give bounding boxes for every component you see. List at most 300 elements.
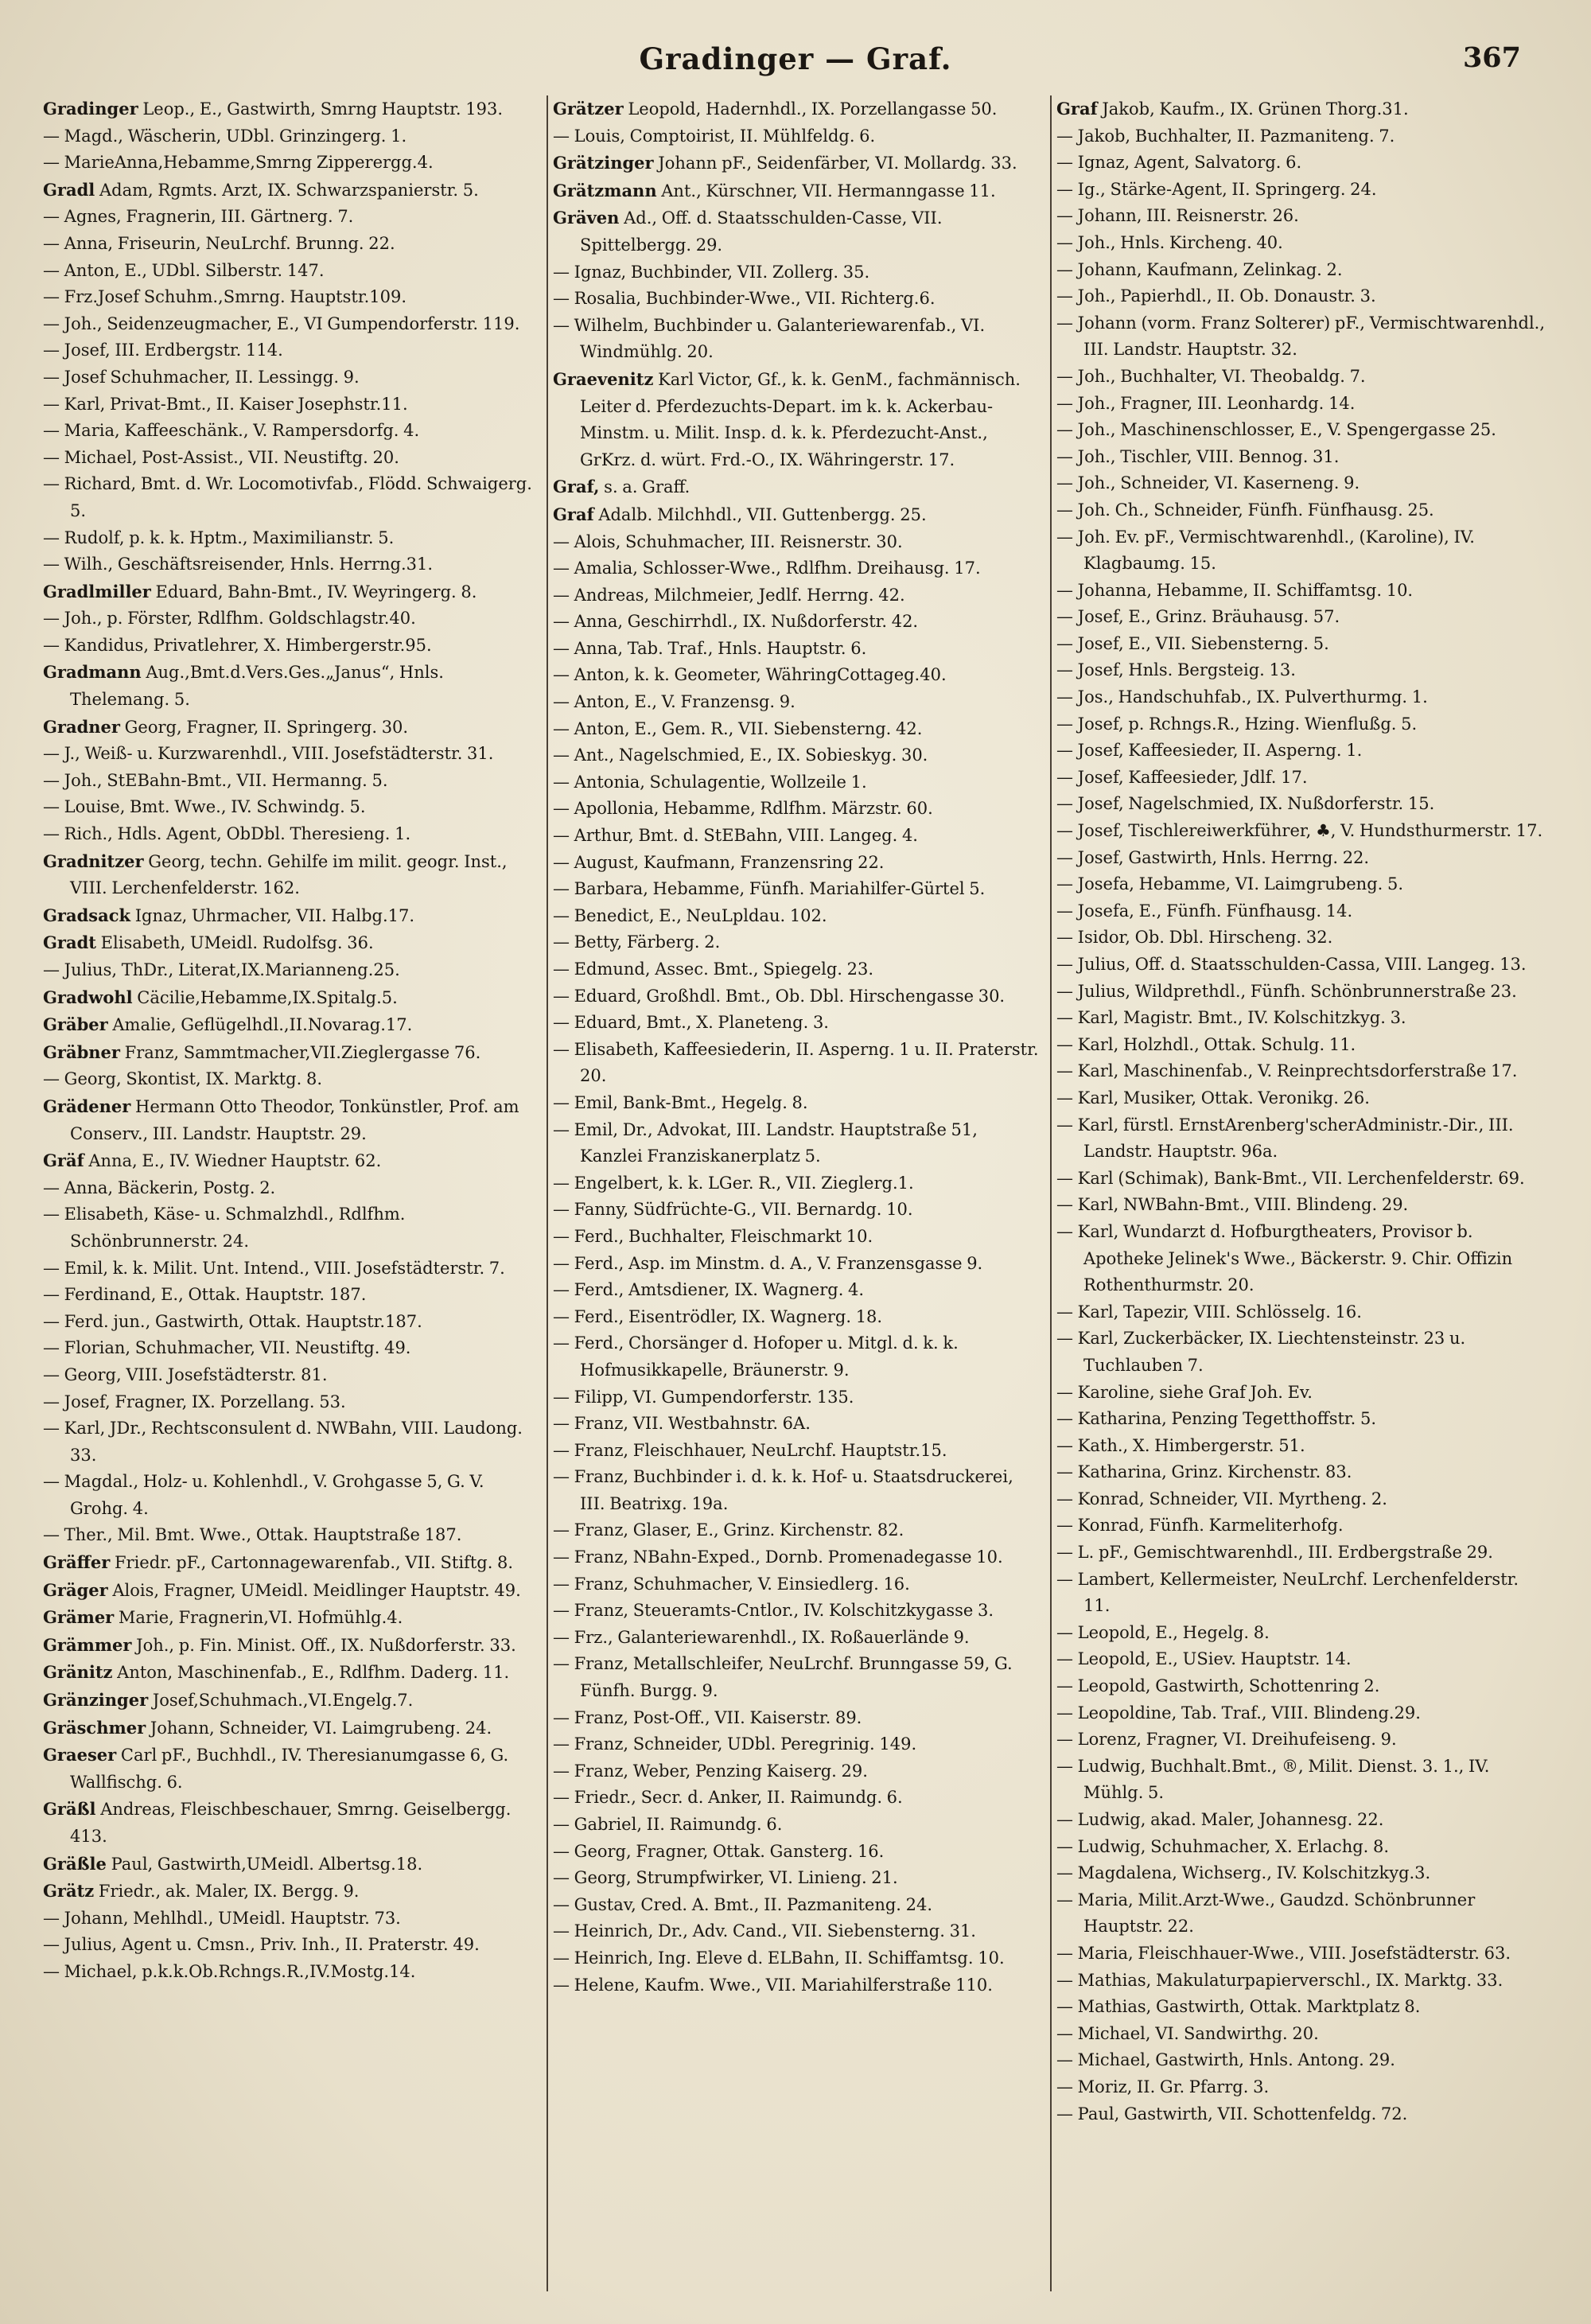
directory-entry: [553, 1758, 1042, 1785]
directory-entry: [553, 1117, 1042, 1170]
entry-text: — Emil, Bank-Bmt., Hegelg. 8.: [553, 1092, 808, 1112]
directory-entry: [43, 150, 539, 177]
entry-text: — Gustav, Cred. A. Bmt., II. Pazmaniteng. 24.: [553, 1894, 933, 1914]
directory-entry: [1056, 1887, 1546, 1941]
directory-entry: [43, 1469, 539, 1522]
entry-surname: Gräßle: [43, 1853, 107, 1874]
entry-text: — Franz, Glaser, E., Grinz. Kirchenstr. 82.: [553, 1520, 904, 1540]
directory-entry: [43, 551, 539, 578]
directory-entry: [43, 1604, 539, 1632]
entry-text: — Elisabeth, Käse- u. Schmalzhdl., Rdlfhm. Schönbrunnerstr. 24.: [43, 1205, 406, 1251]
directory-entry: [1056, 2074, 1546, 2101]
entry-text: — Franz, Schuhmacher, V. Einsiedlerg. 16.: [553, 1574, 910, 1594]
entry-text: — Antonia, Schulagentie, Wollzeile 1.: [553, 772, 867, 792]
directory-entry: [1056, 283, 1546, 310]
directory-entry: [1056, 417, 1546, 444]
directory-entry: [43, 1255, 539, 1283]
entry-text: — Josef, Kaffeesieder, II. Asperng. 1.: [1056, 741, 1363, 761]
directory-entry: [553, 1625, 1042, 1652]
entry-text: — Anton, E., UDbl. Silberstr. 147.: [43, 260, 325, 280]
entry-text: — Richard, Bmt. d. Wr. Locomotivfab., Flödd. Schwaigerg. 5.: [43, 474, 532, 520]
directory-entry: [553, 876, 1042, 903]
entry-surname: Grätzinger: [553, 153, 654, 173]
entry-text: — Ig., Stärke-Agent, II. Springerg. 24.: [1056, 179, 1377, 199]
entry-text: — Anton, k. k. Geometer, WähringCottageg.40.: [553, 665, 947, 685]
directory-entry: [43, 258, 539, 285]
entry-text: — Julius, ThDr., Literat,IX.Marianneng.25.: [43, 960, 400, 979]
directory-entry: [1056, 1166, 1546, 1193]
directory-entry: [1056, 1834, 1546, 1861]
directory-entry: [1056, 1459, 1546, 1486]
directory-entry: [43, 95, 539, 123]
directory-entry: [1056, 391, 1546, 418]
directory-entry: [553, 1865, 1042, 1892]
directory-entry: [43, 204, 539, 231]
column-1: [43, 95, 547, 2291]
directory-entry: [553, 529, 1042, 556]
directory-entry: [553, 1304, 1042, 1331]
directory-entry: [553, 582, 1042, 609]
entry-surname: Gradinger: [43, 99, 138, 119]
directory-entry: [553, 850, 1042, 877]
entry-text: — Michael, p.k.k.Ob.Rchngs.R.,IV.Mostg.14.: [43, 1961, 416, 1981]
entry-text: — Georg, VIII. Josefstädterstr. 81.: [43, 1364, 328, 1384]
entry-text: — Maria, Milit.Arzt-Wwe., Gaudzd. Schönbrunner Hauptstr. 22.: [1056, 1890, 1476, 1937]
entry-text: Elisabeth, UMeidl. Rudolfsg. 36.: [96, 933, 374, 953]
entry-text: — Joh., Buchhalter, VI. Theobaldg. 7.: [1056, 366, 1366, 386]
directory-entry: [1056, 2047, 1546, 2074]
entry-text: — Louise, Bmt. Wwe., IV. Schwindg. 5.: [43, 797, 366, 817]
directory-entry: [1056, 1005, 1546, 1032]
directory-entry: [43, 525, 539, 552]
entry-text: Adam, Rgmts. Arzt, IX. Schwarzspanierstr. 5.: [95, 180, 479, 200]
entry-text: — Wilh., Geschäftsreisender, Hnls. Herrng.31.: [43, 555, 434, 574]
entry-text: Anna, E., IV. Wiedner Hauptstr. 62.: [84, 1151, 382, 1171]
entry-text: — Anna, Friseurin, NeuLrchf. Brunng. 22.: [43, 233, 395, 253]
directory-entry: [43, 311, 539, 338]
directory-entry: [43, 445, 539, 472]
directory-entry: [1056, 952, 1546, 979]
directory-entry: [553, 286, 1042, 313]
directory-entry: [553, 1090, 1042, 1117]
directory-entry: [553, 1037, 1042, 1090]
entry-text: — Franz, VII. Westbahnstr. 6A.: [553, 1414, 811, 1434]
entry-surname: Grämmer: [43, 1634, 132, 1655]
entry-text: — Ferd., Buchhalter, Fleischmarkt 10.: [553, 1226, 873, 1246]
entry-text: — Amalia, Schlosser-Wwe., Rdlfhm. Dreihausg. 17.: [553, 559, 981, 578]
directory-entry: [43, 848, 539, 902]
entry-text: Karl Victor, Gf., k. k. GenM., fachmännisch. Leiter d. Pferdezuchts-Depart. im k. k. Ackerbau-Minstm. u. Milit. Insp. d. k. k. Pferdezucht-Anst., GrKrz. d. würt. Frd.-O., IX. Währingerstr. 17.: [580, 369, 1021, 469]
directory-entry: [43, 1632, 539, 1660]
entry-text: — Leopold, Gastwirth, Schottenring 2.: [1056, 1676, 1380, 1696]
entry-text: Franz, Sammtmacher,VII.Zieglergasse 76.: [119, 1042, 481, 1062]
entry-surname: Gräber: [43, 1014, 108, 1035]
directory-entry: [1056, 203, 1546, 230]
entry-surname: Graeser: [43, 1745, 117, 1765]
directory-entry: [1056, 524, 1546, 578]
directory-entry: [1056, 1512, 1546, 1540]
directory-entry: [1056, 1968, 1546, 1995]
entry-text: — Georg, Fragner, Ottak. Gansterg. 16.: [553, 1841, 885, 1861]
directory-entry: [43, 1906, 539, 1933]
directory-entry: [43, 364, 539, 391]
directory-entry: [553, 1010, 1042, 1037]
entry-text: — Karl, Holzhdl., Ottak. Schulg. 11.: [1056, 1034, 1356, 1054]
column-3: [1050, 95, 1554, 2291]
entry-text: — Arthur, Bmt. d. StEBahn, VIII. Langeg. 4.: [553, 826, 918, 846]
directory-entry: [43, 1389, 539, 1416]
entry-surname: Gradlmiller: [43, 581, 151, 601]
directory-entry: [553, 1839, 1042, 1866]
entry-text: — Ferd. jun., Gastwirth, Ottak. Hauptstr.187.: [43, 1311, 422, 1331]
directory-entry: [43, 1309, 539, 1336]
directory-entry: [43, 1932, 539, 1959]
entry-text: — Josef, Tischlereiwerkführer, ♣, V. Hundsthurmerstr. 17.: [1056, 821, 1543, 841]
entry-text: — Rosalia, Buchbinder-Wwe., VII. Richterg.6.: [553, 289, 936, 309]
entry-text: — Rich., Hdls. Agent, ObDbl. Theresieng. 1.: [43, 824, 411, 844]
directory-entry: [1056, 925, 1546, 952]
directory-entry: [553, 1731, 1042, 1758]
entry-surname: Graevenitz: [553, 368, 654, 389]
entry-text: — Joh. Ch., Schneider, Fünfh. Fünfhausg. 25.: [1056, 500, 1434, 520]
entry-text: — Lambert, Kellermeister, NeuLrchf. Lerchenfelderstr. 11.: [1056, 1569, 1519, 1616]
entry-text: — Michael, Post-Assist., VII. Neustiftg. 20.: [43, 447, 399, 467]
directory-entry: [43, 1335, 539, 1362]
directory-entry: [1056, 95, 1546, 123]
entry-text: — Anton, E., V. Franzensg. 9.: [553, 692, 796, 712]
directory-entry: [553, 929, 1042, 956]
entry-text: — Josef, Kaffeesieder, Jdlf. 17.: [1056, 767, 1308, 787]
entry-text: — Konrad, Fünfh. Karmeliterhofg.: [1056, 1516, 1344, 1536]
entry-text: — Paul, Gastwirth, VII. Schottenfeldg. 72.: [1056, 2104, 1408, 2124]
entry-text: — Joh., Papierhdl., II. Ob. Donaustr. 3.: [1056, 286, 1376, 306]
entry-text: — J., Weiß- u. Kurzwarenhdl., VIII. Josefstädterstr. 31.: [43, 744, 494, 764]
entry-text: — Joh., StEBahn-Bmt., VII. Hermanng. 5.: [43, 770, 388, 790]
directory-entry: [43, 1687, 539, 1715]
directory-entry: [553, 662, 1042, 689]
directory-entry: [1056, 979, 1546, 1006]
directory-entry: [43, 659, 539, 713]
directory-entry: [553, 366, 1042, 473]
entry-text: — Franz, Weber, Penzing Kaiserg. 29.: [553, 1761, 868, 1781]
entry-text: — Ther., Mil. Bmt. Wwe., Ottak. Hauptstraße 187.: [43, 1525, 462, 1545]
entry-text: — Heinrich, Dr., Adv. Cand., VII. Siebensterng. 31.: [553, 1921, 976, 1941]
directory-entry: [43, 714, 539, 742]
entry-text: — Franz, Steueramts-Cntlor., IV. Kolschitzkygasse 3.: [553, 1601, 994, 1621]
directory-entry: [553, 1251, 1042, 1278]
directory-entry: [1056, 1299, 1546, 1326]
page-number: 367: [1462, 41, 1521, 74]
directory-entry: [553, 1224, 1042, 1251]
directory-entry: [43, 1742, 539, 1796]
entry-text: — Franz, Post-Off., VII. Kaiserstr. 89.: [553, 1707, 862, 1727]
directory-entry: [553, 956, 1042, 983]
directory-entry: [1056, 1433, 1546, 1460]
directory-entry: [1056, 310, 1546, 364]
entry-text: — Karl, NWBahn-Bmt., VIII. Blindeng. 29.: [1056, 1195, 1409, 1215]
entry-text: — Ant., Nagelschmied, E., IX. Sobieskyg. 30.: [553, 745, 928, 765]
entry-surname: Gradnitzer: [43, 851, 144, 871]
entry-text: — MarieAnna,Hebamme,Smrng Zipperergg.4.: [43, 153, 434, 173]
entry-surname: Gradmann: [43, 662, 142, 683]
entry-text: Marie, Fragnerin,VI. Hofmühlg.4.: [114, 1608, 403, 1628]
directory-entry: [43, 984, 539, 1012]
entry-surname: Grämer: [43, 1607, 115, 1628]
entry-text: — Joh., Seidenzeugmacher, E., VI Gumpendorferstr. 119.: [43, 313, 520, 333]
entry-text: Joh., p. Fin. Minist. Off., IX. Nußdorferstr. 33.: [131, 1635, 516, 1655]
entry-text: s. a. Graff.: [599, 477, 690, 497]
entry-text: Ant., Kürschner, VII. Hermanngasse 11.: [656, 181, 996, 200]
directory-entry: [43, 1362, 539, 1389]
directory-entry: [1056, 230, 1546, 257]
entry-text: — Joh., Hnls. Kircheng. 40.: [1056, 232, 1283, 252]
entry-text: — Leopold, E., Hegelg. 8.: [1056, 1622, 1270, 1642]
entry-text: — Heinrich, Ing. Eleve d. ELBahn, II. Schiffamtsg. 10.: [553, 1948, 1005, 1968]
directory-entry: [1056, 1032, 1546, 1059]
directory-entry: [1056, 1646, 1546, 1673]
entry-text: — Josef, p. Rchngs.R., Hzing. Wienflußg. 5.: [1056, 714, 1418, 734]
entry-text: — Karoline, siehe Graf Joh. Ev.: [1056, 1382, 1313, 1402]
entry-text: — Ludwig, Schuhmacher, X. Erlachg. 8.: [1056, 1836, 1390, 1856]
entry-text: Alois, Fragner, UMeidl. Meidlinger Hauptstr. 49.: [107, 1580, 521, 1600]
entry-text: — Jos., Handschuhfab., IX. Pulverthurmg. 1.: [1056, 687, 1428, 707]
entry-surname: Grätzmann: [553, 180, 657, 200]
directory-entry: [553, 95, 1042, 123]
entry-text: — Filipp, VI. Gumpendorferstr. 135.: [553, 1387, 854, 1407]
entry-text: Georg, Fragner, II. Springerg. 30.: [119, 717, 409, 737]
directory-entry: [43, 1175, 539, 1202]
entry-text: — Franz, Schneider, UDbl. Peregrinig. 149.: [553, 1734, 917, 1754]
entry-text: Carl pF., Buchhdl., IV. Theresianumgasse 6, G. Wallfischg. 6.: [70, 1746, 509, 1792]
entry-surname: Gräven: [553, 208, 620, 228]
entry-text: — Anna, Geschirrhdl., IX. Nußdorferstr. 42.: [553, 612, 919, 632]
directory-entry: [553, 1277, 1042, 1304]
directory-entry: [43, 1147, 539, 1175]
directory-entry: [1056, 1754, 1546, 1807]
directory-entry: [43, 177, 539, 204]
directory-entry: [43, 1201, 539, 1255]
entry-text: — Josef Schuhmacher, II. Lessingg. 9.: [43, 367, 360, 387]
entry-text: — Lorenz, Fragner, VI. Dreihufeiseng. 9.: [1056, 1730, 1397, 1750]
entry-text: — Maria, Kaffeeschänk., V. Rampersdorfg. 4.: [43, 421, 420, 441]
directory-entry: [1056, 791, 1546, 818]
entry-text: — Agnes, Fragnerin, III. Gärtnerg. 7.: [43, 207, 354, 227]
directory-entry: [1056, 1112, 1546, 1166]
entry-text: — Ferd., Amtsdiener, IX. Wagnerg. 4.: [553, 1280, 865, 1300]
directory-entry: [43, 794, 539, 821]
entry-text: — Mathias, Makulaturpapierverschl., IX. Marktg. 33.: [1056, 1970, 1503, 1990]
directory-entry: [553, 313, 1042, 366]
directory-entry: [43, 1878, 539, 1906]
entry-text: Paul, Gastwirth,UMeidl. Albertsg.18.: [106, 1854, 423, 1874]
page-header: [0, 41, 1591, 89]
entry-text: Georg, techn. Gehilfe im milit. geogr. Inst., VIII. Lerchenfelderstr. 162.: [70, 851, 508, 898]
entry-text: — Josef, Gastwirth, Hnls. Herrng. 22.: [1056, 847, 1370, 867]
entry-text: Johann, Schneider, VI. Laimgrubeng. 24.: [146, 1718, 492, 1738]
entry-surname: Gradsack: [43, 905, 131, 925]
directory-entry: [553, 1197, 1042, 1224]
entry-text: — Ferd., Asp. im Minstm. d. A., V. Franzensgasse 9.: [553, 1253, 983, 1273]
directory-entry: [1056, 845, 1546, 872]
entry-text: — Engelbert, k. k. LGer. R., VII. Zieglerg.1.: [553, 1173, 914, 1193]
entry-surname: Graf: [1056, 99, 1098, 119]
entry-text: — Karl, Privat-Bmt., II. Kaiser Josephstr.11.: [43, 394, 408, 414]
entry-text: — Johanna, Hebamme, II. Schiffamtsg. 10.: [1056, 580, 1414, 600]
directory-entry: [553, 689, 1042, 716]
entry-text: — Josef, E., VII. Siebensterng. 5.: [1056, 633, 1329, 653]
directory-entry: [1056, 1192, 1546, 1219]
directory-entry: [1056, 711, 1546, 738]
entry-text: — Johann, Mehlhdl., UMeidl. Hauptstr. 73.: [43, 1908, 401, 1928]
directory-entry: [43, 1851, 539, 1878]
entry-text: — Kandidus, Privatlehrer, X. Himbergerstr.95.: [43, 635, 432, 655]
entry-text: — Ignaz, Agent, Salvatorg. 6.: [1056, 153, 1302, 173]
entry-text: — Magdalena, Wichserg., IV. Kolschitzkyg.3.: [1056, 1863, 1431, 1883]
directory-entry: [1056, 738, 1546, 765]
entry-text: — Michael, Gastwirth, Hnls. Antong. 29.: [1056, 2050, 1395, 2070]
entry-text: — Katharina, Penzing Tegetthoffstr. 5.: [1056, 1409, 1377, 1429]
directory-entry: [553, 1918, 1042, 1945]
directory-entry: [553, 1945, 1042, 1972]
entry-text: — Elisabeth, Kaffeesiederin, II. Asperng. 1 u. II. Praterstr. 20.: [553, 1039, 1039, 1086]
entry-text: — Josef, E., Grinz. Bräuhausg. 57.: [1056, 607, 1340, 627]
entry-text: — Louis, Comptoirist, II. Mühlfeldg. 6.: [553, 126, 876, 146]
entry-text: — Joh. Ev. pF., Vermischtwarenhdl., (Karoline), IV. Klagbaumg. 15.: [1056, 527, 1475, 574]
entry-text: — Moriz, II. Gr. Pfarrg. 3.: [1056, 2077, 1270, 2096]
directory-entry: [43, 741, 539, 768]
entry-text: — Joh., Tischler, VIII. Bennog. 31.: [1056, 446, 1340, 466]
directory-entry: [1056, 1380, 1546, 1407]
entry-text: — Anna, Bäckerin, Postg. 2.: [43, 1178, 276, 1197]
entry-text: — Joh., Fragner, III. Leonhardg. 14.: [1056, 393, 1356, 413]
entry-text: — August, Kaufmann, Franzensring 22.: [553, 852, 885, 872]
entry-text: Aug.,Bmt.d.Vers.Ges.„Janus“, Hnls. Thelemang. 5.: [70, 663, 444, 710]
entry-text: Friedr. pF., Cartonnagewarenfab., VII. Stiftg. 8.: [110, 1553, 514, 1573]
entry-text: — Fanny, Südfrüchte-G., VII. Bernardg. 10.: [553, 1200, 913, 1220]
entry-text: — Karl, JDr., Rechtsconsulent d. NWBahn, VIII. Laudong. 33.: [43, 1419, 523, 1465]
directory-entry: [553, 716, 1042, 743]
directory-entry: [1056, 1085, 1546, 1112]
directory-entry: [553, 1464, 1042, 1517]
directory-entry: [1056, 257, 1546, 284]
directory-entry: [553, 609, 1042, 636]
entry-text: — Isidor, Ob. Dbl. Hirscheng. 32.: [1056, 928, 1333, 948]
entry-surname: Gradwohl: [43, 987, 133, 1007]
entry-text: — Karl (Schimak), Bank-Bmt., VII. Lerchenfelderstr. 69.: [1056, 1168, 1525, 1188]
directory-entry: [43, 1522, 539, 1549]
entry-text: Johann pF., Seidenfärber, VI. Mollardg. 33.: [653, 154, 1017, 173]
entry-text: — Ignaz, Buchbinder, VII. Zollerg. 35.: [553, 262, 870, 282]
entry-text: — Eduard, Großhdl. Bmt., Ob. Dbl. Hirschengasse 30.: [553, 986, 1006, 1006]
directory-entry: [1056, 177, 1546, 204]
directory-entry: [43, 1011, 539, 1039]
entry-surname: Graf,: [553, 477, 600, 497]
entry-surname: Gränzinger: [43, 1690, 149, 1711]
entry-text: — Katharina, Grinz. Kirchenstr. 83.: [1056, 1462, 1352, 1482]
entry-text: — Magd., Wäscherin, UDbl. Grinzingerg. 1.: [43, 126, 407, 146]
directory-entry: [43, 284, 539, 311]
directory-entry: [1056, 2101, 1546, 2128]
directory-entry: [43, 902, 539, 930]
directory-entry: [1056, 1860, 1546, 1887]
directory-entry: [553, 1170, 1042, 1197]
directory-entry: [43, 957, 539, 984]
entry-text: — Anton, E., Gem. R., VII. Siebensterng. 42.: [553, 718, 923, 738]
entry-text: — Karl, Tapezir, VIII. Schlösselg. 16.: [1056, 1302, 1362, 1322]
entry-surname: Gränitz: [43, 1662, 113, 1683]
directory-entry: [1056, 631, 1546, 658]
entry-text: Eduard, Bahn-Bmt., IV. Weyringerg. 8.: [150, 582, 477, 601]
entry-text: — Kath., X. Himbergerstr. 51.: [1056, 1435, 1305, 1455]
entry-text: Anton, Maschinenfab., E., Rdlfhm. Daderg. 11.: [112, 1663, 510, 1683]
entry-text: — Maria, Fleischhauer-Wwe., VIII. Josefstädterstr. 63.: [1056, 1943, 1511, 1963]
directory-entry: [553, 259, 1042, 286]
directory-entry: [1056, 1994, 1546, 2021]
directory-entry: [1056, 1406, 1546, 1433]
entry-text: Josef,Schuhmach.,VI.Engelg.7.: [148, 1691, 414, 1711]
entry-text: — Joh., Maschinenschlosser, E., V. Spengergasse 25.: [1056, 420, 1496, 440]
directory-entry: [553, 1411, 1042, 1438]
directory-entry: [553, 150, 1042, 177]
entry-text: — Ferd., Chorsänger d. Hofoper u. Mitgl. d. k. k. Hofmusikkapelle, Bräunerstr. 9.: [553, 1333, 959, 1380]
entry-text: — Michael, VI. Sandwirthg. 20.: [1056, 2023, 1319, 2043]
directory-entry: [553, 1651, 1042, 1704]
directory-entry: [553, 1598, 1042, 1625]
entry-surname: Gräßl: [43, 1799, 96, 1820]
entry-text: — Josefa, E., Fünfh. Fünfhausg. 14.: [1056, 901, 1353, 921]
directory-entry: [553, 204, 1042, 259]
directory-entry: [1056, 1700, 1546, 1727]
entry-text: — Georg, Skontist, IX. Marktg. 8.: [43, 1069, 323, 1089]
directory-entry: [553, 903, 1042, 930]
entry-text: — Betty, Färberg. 2.: [553, 932, 721, 952]
directory-entry: [553, 1384, 1042, 1411]
directory-entry: [43, 1415, 539, 1469]
directory-entry: [1056, 604, 1546, 631]
entry-text: — Emil, Dr., Advokat, III. Landstr. Hauptstraße 51, Kanzlei Franziskanerplatz 5.: [553, 1119, 978, 1166]
directory-entry: [1056, 578, 1546, 605]
entry-text: — Edmund, Assec. Bmt., Spiegelg. 23.: [553, 960, 874, 979]
directory-entry: [43, 1796, 539, 1850]
entry-text: — Josefa, Hebamme, VI. Laimgrubeng. 5.: [1056, 874, 1404, 894]
directory-entry: [553, 636, 1042, 663]
directory-entry: [1056, 1058, 1546, 1085]
directory-entry: [1056, 1807, 1546, 1834]
directory-entry: [553, 555, 1042, 582]
directory-entry: [43, 1066, 539, 1093]
directory-entry: [1056, 1620, 1546, 1647]
directory-entry: [1056, 1219, 1546, 1299]
entry-text: — Benedict, E., NeuLpldau. 102.: [553, 905, 827, 925]
directory-entry: [43, 605, 539, 633]
entry-surname: Graf: [553, 504, 594, 524]
directory-entry: [43, 821, 539, 848]
entry-text: — Josef, Hnls. Bergsteig. 13.: [1056, 660, 1296, 680]
entry-text: — Emil, k. k. Milit. Unt. Intend., VIII. Josefstädterstr. 7.: [43, 1258, 505, 1278]
directory-entry: [553, 1544, 1042, 1571]
entry-text: — Florian, Schuhmacher, VII. Neustiftg. 49.: [43, 1338, 411, 1358]
entry-text: — Ferdinand, E., Ottak. Hauptstr. 187.: [43, 1285, 367, 1305]
entry-text: Ad., Off. d. Staatsschulden-Casse, VII. Spittelbergg. 29.: [580, 208, 943, 255]
entry-text: — Georg, Strumpfwirker, VI. Linieng. 21.: [553, 1868, 898, 1888]
directory-entry: [553, 1972, 1042, 1999]
directory-entry: [43, 391, 539, 418]
directory-entry: [553, 1330, 1042, 1384]
directory-entry: [1056, 150, 1546, 177]
directory-entry: [1056, 1325, 1546, 1379]
entry-text: — Apollonia, Hebamme, Rdlfhm. Märzstr. 60.: [553, 799, 933, 819]
directory-entry: [43, 1549, 539, 1577]
